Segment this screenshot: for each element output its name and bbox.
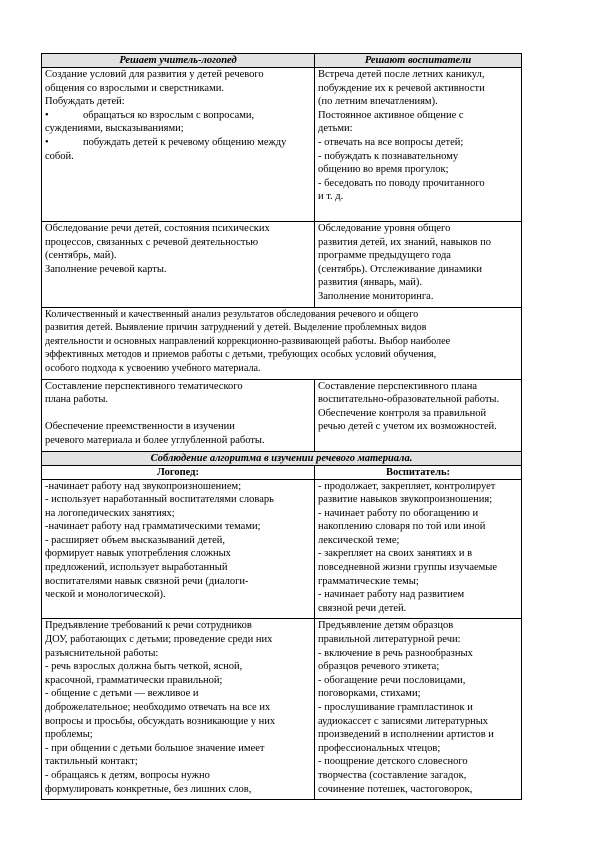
- text-line: побуждение их к речевой активности: [318, 82, 485, 94]
- text-line: Создание условий для развития у детей речевого: [45, 69, 264, 80]
- header2-educator: Воспитатель:: [315, 465, 522, 479]
- cell-logoped: [42, 379, 315, 451]
- text-line: Обследование уровня общего: [318, 223, 451, 234]
- section-title-row: [42, 451, 522, 465]
- text-line: Составление перспективного плана: [318, 380, 477, 392]
- bullet-item: [45, 136, 311, 150]
- text-line: формулировать конкретные, без лишних слов,: [45, 783, 252, 795]
- text-line: Обеспечение контроля за правильной: [318, 407, 487, 419]
- bullet-marker: •: [45, 109, 49, 121]
- cell-educator: [315, 379, 522, 451]
- text-line: накоплению словаря по той или иной: [318, 521, 486, 533]
- text-line: аудиокассет с записями литературных: [318, 715, 489, 727]
- cell-joint-analysis: [42, 307, 522, 379]
- spacer: [45, 407, 311, 421]
- text-line: - беседовать по поводу прочитанного: [318, 177, 485, 189]
- text-line: Предъявление детям образцов: [318, 620, 454, 632]
- text-line: (сентябрь, май).: [45, 250, 117, 262]
- text-line: разъяснительной работы:: [45, 647, 159, 659]
- text-line: развитие навыков звукопроизношения;: [318, 494, 493, 506]
- text-line: тактильный контакт;: [45, 756, 138, 768]
- text-line: проблемы;: [45, 729, 93, 741]
- cell-logoped: [42, 479, 315, 619]
- text-line: деятельности и основных направлений коррекционно-развивающей работы. Выбор наиболее: [45, 335, 451, 347]
- header-educator: Решают воспитатели: [315, 54, 522, 68]
- cell-educator: [315, 619, 522, 800]
- work-plan-table: [41, 53, 522, 800]
- bullet-item: [45, 109, 311, 123]
- text-line: процессов, связанных с речевой деятельностью: [45, 236, 259, 248]
- text-line: воспитательно-образовательной работы.: [318, 394, 500, 406]
- document: [41, 53, 521, 800]
- row-algorithm: [42, 479, 522, 619]
- text-line: грамматические темы;: [318, 575, 419, 587]
- text-line: - прослушивание грампластинок и: [318, 702, 473, 713]
- row-planning: [42, 379, 522, 451]
- text-line: и т. д.: [318, 191, 344, 203]
- text-line: Постоянное активное общение с: [318, 109, 464, 121]
- row-speech-communication: [42, 68, 522, 222]
- text-line: образцов речевого этикета;: [318, 661, 440, 673]
- text-line: воспитателями навык связной речи (диалоги-: [45, 575, 249, 587]
- text-line: Заполнение мониторинга.: [318, 290, 434, 302]
- header2-row: [42, 465, 522, 479]
- text-line: - обращаясь к детям, вопросы нужно: [45, 769, 210, 781]
- text-line: красочной, грамматически правильной;: [45, 674, 223, 686]
- text-line: поговорками, стихами;: [318, 688, 421, 700]
- header-row: [42, 54, 522, 68]
- text-line: общения со взрослыми и сверстниками.: [45, 82, 224, 94]
- text-line: эффективных методов и приемов работы с детьми, требующих особых условий обучения,: [45, 349, 437, 361]
- text-line: Побуждать детей:: [45, 96, 125, 108]
- text-line: лексической теме;: [318, 534, 400, 546]
- text-line: развития (январь, май).: [318, 277, 422, 289]
- text-line: - использует наработанный воспитателями словарь: [45, 494, 274, 506]
- cell-logoped: [42, 222, 315, 308]
- text-line: Встреча детей после летних каникул,: [318, 69, 485, 80]
- text-line: творчества (составление загадок,: [318, 769, 467, 781]
- row-diagnostics: [42, 222, 522, 308]
- text-line: ческой и монологической).: [45, 589, 166, 601]
- cell-logoped: [42, 619, 315, 800]
- text-line: особого подхода к усвоению учебного материала.: [45, 362, 261, 374]
- row-analysis: [42, 307, 522, 379]
- text-line: Заполнение речевой карты.: [45, 263, 167, 275]
- text-line: - при общении с детьми большое значение имеет: [45, 742, 265, 754]
- text-line: - обогащение речи пословицами,: [318, 674, 466, 686]
- text-line: развития детей, их знаний, навыков по: [318, 236, 492, 248]
- text-line: произведений в исполнении артистов и: [318, 729, 494, 741]
- text-line: правильной литературной речи:: [318, 634, 461, 646]
- text-line: -начинает работу над звукопроизношением;: [45, 480, 242, 492]
- text-line: - закрепляет на своих занятиях и в: [318, 548, 473, 560]
- text-line: - начинает работу над развитием: [318, 589, 465, 601]
- text-line: - отвечать на все вопросы детей;: [318, 136, 464, 148]
- bullet-text: побуждать детей к речевому общению между: [83, 136, 287, 148]
- text-line: - поощрение детского словесного: [318, 756, 468, 768]
- text-line: развития детей. Выявление причин затруднений у детей. Выделение проблемных видов: [45, 322, 427, 334]
- text-line: -начинает работу над грамматическими темами;: [45, 521, 261, 533]
- text-line: (сентябрь). Отслеживание динамики: [318, 263, 482, 275]
- text-line: доброжелательное; необходимо отвечать на все их: [45, 702, 271, 713]
- bullet-marker: •: [45, 136, 49, 148]
- text-line: собой.: [45, 150, 74, 162]
- text-line: Предъявление требований к речи сотрудников: [45, 620, 252, 632]
- text-line: ДОУ, работающих с детьми; проведение среди них: [45, 634, 273, 646]
- text-line: Количественный и качественный анализ результатов обследования речевого и общего: [45, 308, 419, 320]
- text-line: - начинает работу по обогащению и: [318, 507, 479, 519]
- text-line: формирует навык употребления сложных: [45, 548, 231, 560]
- text-line: профессиональных чтецов;: [318, 742, 441, 754]
- text-line: - речь взрослых должна быть четкой, ясной,: [45, 661, 243, 673]
- text-line: - включение в речь разнообразных: [318, 647, 473, 659]
- text-line: вопросы и просьбы, обсуждать возникающие у них: [45, 715, 276, 727]
- text-line: - расширяет объем высказываний детей,: [45, 534, 225, 546]
- cell-educator: [315, 222, 522, 308]
- text-line: - побуждать к познавательному: [318, 150, 459, 162]
- text-line: (по летним впечатлениям).: [318, 96, 438, 108]
- text-line: Составление перспективного тематического: [45, 380, 243, 392]
- text-line: - общение с детьми — вежливое и: [45, 688, 199, 700]
- bullet-text: обращаться ко взрослым с вопросами,: [83, 109, 255, 121]
- cell-educator: [315, 479, 522, 619]
- section-title: Соблюдение алгоритма в изучении речевого материала.: [42, 451, 522, 465]
- cell-educator: [315, 68, 522, 222]
- text-line: программе предыдущего года: [318, 250, 451, 262]
- text-line: повседневной жизни группы изучаемые: [318, 562, 497, 574]
- text-line: - продолжает, закрепляет, контролирует: [318, 480, 496, 492]
- header2-logoped: Логопед:: [42, 465, 315, 479]
- row-speech-requirements: [42, 619, 522, 800]
- text-line: предложений, использует выработанный: [45, 562, 228, 574]
- text-line: сочинение потешек, частоговорок,: [318, 783, 473, 795]
- text-line: общению во время прогулок;: [318, 164, 449, 176]
- header-logoped: Решает учитель-логопед: [42, 54, 315, 68]
- cell-logoped: [42, 68, 315, 222]
- text-line: Обеспечение преемственности в изучении: [45, 421, 235, 433]
- text-line: речью детей с учетом их возможностей.: [318, 421, 497, 433]
- text-line: Обследование речи детей, состояния психических: [45, 223, 270, 234]
- text-line: речевого материала и более углубленной работы.: [45, 434, 265, 446]
- text-line: плана работы.: [45, 394, 109, 406]
- text-line: суждениями, высказываниями;: [45, 123, 184, 135]
- text-line: детьми:: [318, 123, 353, 135]
- text-line: на логопедических занятиях;: [45, 507, 175, 519]
- text-line: связной речи детей.: [318, 602, 407, 614]
